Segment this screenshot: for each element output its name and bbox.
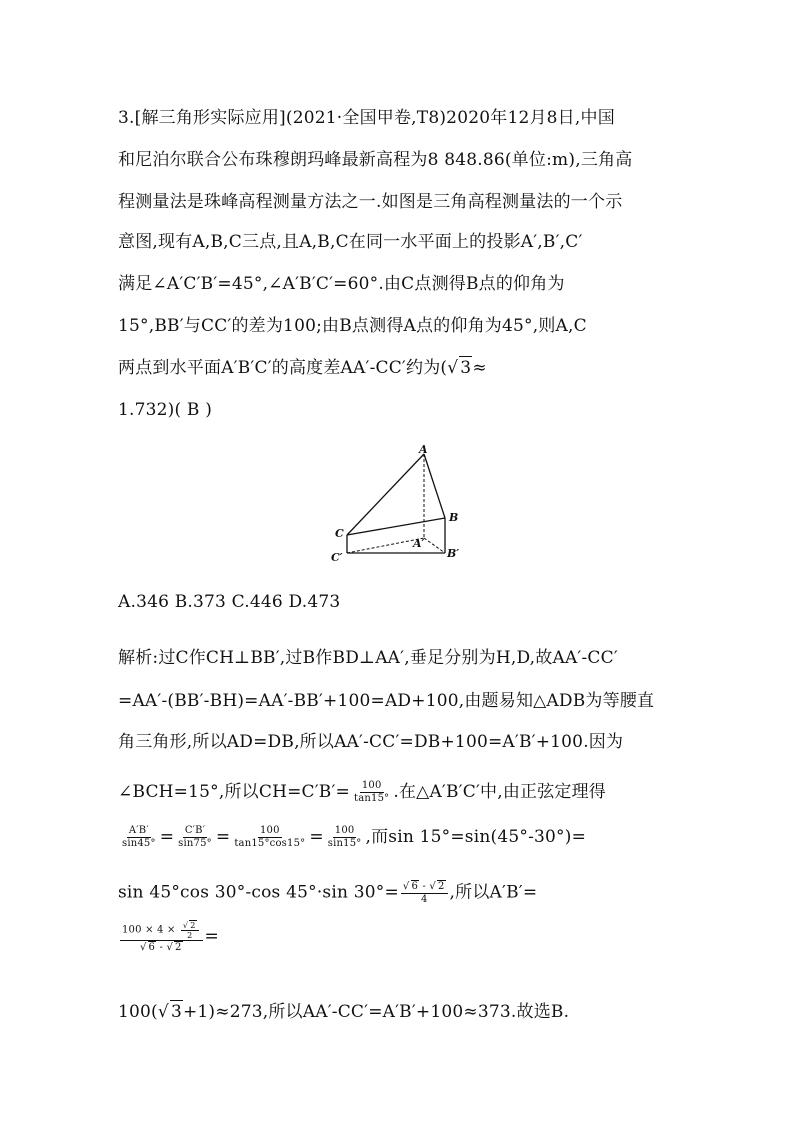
solution-line-5: $\frac{A'B'}{\sin 45^\circ}$ = $\frac{C'B'}{\sin 75^\circ}$ = $\frac{100}{\tan 15^\circ\cos 15^\circ}$ = $\frac{100}{\sin 15^\circ}$ ,而sin 15°=sin(45°-30°)=: [122, 825, 587, 849]
fraction-CB-over-sin75: $\frac{C'B'}{\sin 75^\circ}$: [178, 825, 212, 849]
label-A-prime: A′: [413, 537, 425, 550]
fraction-AB-over-sin45: $\frac{A'B'}{\sin 45^\circ}$: [122, 825, 156, 849]
label-C-prime: C′: [331, 551, 343, 564]
approx-symbol: ≈: [472, 358, 487, 378]
solution-line-2: =AA′-(BB′-BH)=AA′-BB′+100=AD+100,由题易知△ADB为等腰直: [118, 691, 655, 711]
sqrt-symbol-2: √: [157, 1002, 169, 1022]
edge-A-C: [347, 454, 424, 535]
label-A: A: [419, 443, 428, 456]
problem-line-1: 3.[解三角形实际应用](2021·全国甲卷,T8)2020年12月8日,中国: [118, 108, 615, 128]
answer-options: A.346 B.373 C.446 D.473: [118, 592, 341, 612]
solution-line-7: [118, 920, 219, 954]
sqrt-symbol: √: [447, 358, 459, 378]
fraction-100-over-tan15cos15: $\frac{100}{\tan 15^\circ\cos 15^\circ}$: [234, 825, 306, 849]
problem-line-5: 满足∠A′C′B′=45°,∠A′B′C′=60°.由C点测得B点的仰角为: [118, 274, 565, 294]
solution-line-6: [118, 880, 537, 906]
sqrt-radicand-2: 3: [170, 1002, 182, 1022]
solution-line-3: 角三角形,所以AD=DB,所以AA′-CC′=DB+100=A′B′+100.因为: [118, 732, 624, 752]
problem-line-7-text: 两点到水平面A′B′C′的高度差AA′-CC′约为(: [118, 358, 448, 378]
edge-C-B: [347, 518, 445, 535]
solution-line-6-tail: ,所以A′B′=: [449, 882, 538, 903]
equals-sign: =: [204, 926, 219, 947]
problem-line-2: 和尼泊尔联合公布珠穆朗玛峰最新高程为8 848.86(单位:m),三角高: [118, 150, 633, 170]
label-B: B: [449, 511, 459, 524]
sqrt-radicand: 3: [460, 358, 472, 378]
solution-line-8-mid: +1)≈273,所以AA′-CC′=A′B′+100≈373.故选B.: [182, 1002, 570, 1022]
problem-line-6: 15°,BB′与CC′的差为100;由B点测得A点的仰角为45°,则A,C: [118, 316, 587, 336]
label-C: C: [335, 527, 344, 540]
edge-A-B: [424, 454, 445, 518]
solution-line-4-a: ∠BCH=15°,所以CH=C′B′=: [118, 782, 351, 802]
problem-line-7: [118, 356, 487, 379]
fraction-100-over-tan15: $\frac{100}{\tan 15^\circ}$: [354, 780, 390, 804]
problem-line-4: 意图,现有A,B,C三点,且A,B,C在同一水平面上的投影A′,B′,C′: [118, 232, 583, 252]
fraction-100-over-sin15: $\frac{100}{\sin 15^\circ}$: [327, 825, 362, 849]
fraction-sqrt6-minus-sqrt2-over-4: $\frac{√ 6 - √ 2}{4}$: [401, 880, 448, 906]
problem-line-3: 程测量法是珠峰高程测量方法之一.如图是三角高程测量法的一个示: [118, 192, 623, 212]
solution-line-4-b: .在△A′B′C′中,由正弦定理得: [393, 782, 607, 802]
label-B-prime: B′: [447, 547, 460, 560]
solution-line-5-tail: ,而sin 15°=sin(45°-30°)=: [365, 827, 587, 847]
fraction-large-AB-value: 100 × 4 × $\frac{√ 2}{2}$ √ 6 - √ 2: [120, 920, 203, 954]
solution-line-4: [118, 780, 606, 805]
solution-line-6-text: sin 45°cos 30°-cos 45°·sin 30°=: [118, 882, 399, 903]
solution-line-8: 100(√ 3+1)≈273,所以AA′-CC′=A′B′+100≈373.故选B.: [118, 1002, 570, 1022]
triangle-figure: [330, 443, 470, 568]
problem-line-8: 1.732)( B ): [118, 400, 213, 420]
solution-line-1: 解析:过C作CH⊥BB′,过B作BD⊥AA′,垂足分别为H,D,故AA′-CC′: [118, 648, 618, 668]
edge-Aprime-Bprime-dashed: [424, 538, 445, 553]
